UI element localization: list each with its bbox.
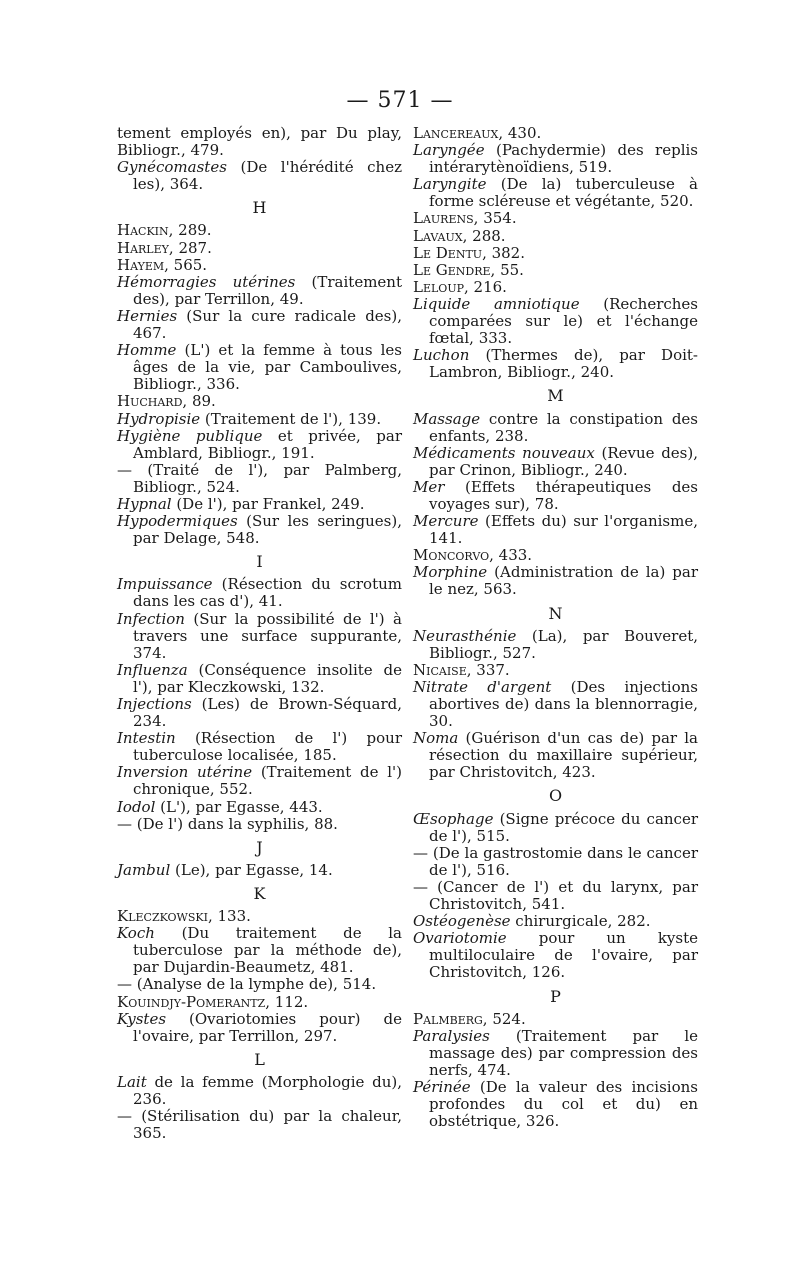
entry-text: — (Stérilisation du) par la chaleur, 365. (117, 1107, 402, 1143)
entry-headword: Neurasthénie (413, 626, 517, 645)
entry-text: , 430. (498, 124, 542, 142)
entry-text: , 524. (482, 1009, 526, 1028)
index-entry (117, 730, 402, 764)
index-entry (117, 342, 402, 393)
section-letter-heading: N (548, 603, 563, 623)
index-entry (117, 1074, 402, 1108)
entry-text: (Ovariotomies pour) de l'ovaire, par Terrillon, 297. (133, 1009, 402, 1045)
index-entry (413, 628, 698, 662)
entry-text: tement employés en), par Du play, Bibliogr., 479. (117, 124, 402, 160)
index-entry (117, 496, 402, 513)
entry-headword: Morphine (413, 563, 488, 582)
entry-headword: Harley (117, 238, 169, 257)
entry-text: (Traitement de l'), 139. (200, 409, 382, 428)
entry-text: (Des injections abortives de) dans la blennorragie, 30. (429, 677, 698, 731)
entry-text: — (Traité de l'), par Palmberg, Bibliogr., 524. (117, 460, 402, 496)
entry-text: (Traitement de l') chronique, 552. (133, 763, 402, 799)
entry-text: , 289. (168, 221, 212, 240)
index-entry (413, 176, 698, 210)
entry-text: , 565. (164, 255, 208, 274)
index-entry (413, 1011, 698, 1028)
entry-headword: Injections (117, 695, 192, 713)
entry-text: (Les) de Brown-Séquard, 234. (133, 695, 402, 731)
entry-text: (De l'), par Frankel, 249. (171, 494, 365, 513)
entry-headword: Inversion utérine (117, 763, 253, 782)
index-entry (413, 811, 698, 845)
entry-headword: Lait (117, 1072, 147, 1091)
index-entry (413, 513, 698, 547)
entry-text: , 287. (168, 238, 212, 257)
entry-headword: Hygiène publique (117, 426, 263, 445)
index-entry (117, 862, 402, 879)
entry-text: (Conséquence insolite de l'), par Kleczkowski, 132. (133, 660, 402, 696)
entry-headword: Mer (413, 477, 445, 496)
entry-headword: Nicaise (413, 660, 467, 679)
index-entry (413, 210, 698, 227)
entry-text: (Thermes de), par Doit-Lambron, Bibliogr., 240. (429, 346, 698, 382)
entry-headword: Hayem (117, 255, 165, 274)
entry-text: de la femme (Morphologie du), 236. (133, 1072, 402, 1108)
entry-headword: Œsophage (413, 809, 494, 828)
entry-text: et privée, par Amblard, Bibliogr., 191. (133, 426, 402, 462)
index-entry (117, 1011, 402, 1045)
entry-text: — (De l') dans la syphilis, 88. (117, 814, 338, 833)
entry-headword: Laurens (413, 209, 474, 228)
entry-headword: Kleczkowski (117, 907, 208, 926)
index-entry (413, 662, 698, 679)
index-entry (413, 879, 698, 913)
entry-headword: Lavaux (413, 226, 463, 245)
entry-headword: Leloup (413, 277, 464, 296)
entry-headword: Koch (117, 924, 155, 943)
right-column (413, 125, 698, 1130)
entry-text: — (Analyse de la lymphe de), 514. (117, 975, 377, 994)
index-entry (117, 513, 402, 547)
entry-headword: Liquide amniotique (413, 294, 580, 313)
entry-text: , 89. (182, 392, 216, 411)
entry-text: , 433. (489, 546, 533, 565)
entry-text: (Traitement par le massage des) par compression des nerfs, 474. (429, 1026, 698, 1079)
entry-headword: Nitrate d'argent (413, 677, 552, 696)
index-entry (413, 913, 698, 930)
entry-headword: Moncorvo (413, 546, 490, 565)
entry-headword: Hypodermiques (117, 512, 238, 531)
index-entry (117, 274, 402, 308)
entry-text: (Pachydermie) des replis intérarytènoïdiens, 519. (429, 141, 698, 177)
index-entry (413, 730, 698, 781)
index-entry (117, 257, 402, 274)
entry-headword: Gynécomastes (117, 158, 227, 177)
entry-text: (De la valeur des incisions profondes du col et du) en obstétrique, 326. (429, 1077, 698, 1131)
entry-headword: Jambul (117, 860, 171, 879)
entry-text: , 354. (473, 209, 517, 228)
entry-text: (La), par Bouveret, Bibliogr., 527. (429, 626, 698, 662)
entry-headword: Médicaments nouveaux (413, 443, 595, 462)
page-number: — 571 — (346, 88, 454, 113)
entry-text: (Signe précoce du cancer de l'), 515. (429, 809, 698, 845)
index-entry (117, 816, 402, 833)
entry-headword: Palmberg (413, 1009, 483, 1028)
index-entry (117, 925, 402, 976)
entry-headword: Le Gendre (413, 260, 491, 279)
index-entry (413, 564, 698, 598)
index-entry (117, 611, 402, 662)
entry-headword: Luchon (413, 346, 470, 365)
entry-headword: Laryngite (413, 175, 487, 194)
index-entry (413, 262, 698, 279)
entry-text: , 288. (462, 226, 506, 245)
entry-text: , 382. (482, 243, 525, 262)
entry-text: (L') et la femme à tous les âges de la vie, par Camboulives, Bibliogr., 336. (133, 341, 402, 394)
index-entry (413, 228, 698, 245)
entry-text: (Revue des), par Crinon, Bibliogr., 240. (429, 443, 698, 479)
entry-headword: Hémorragies utérines (117, 272, 296, 291)
left-column (117, 125, 402, 1142)
entry-headword: Lancereaux (413, 124, 499, 142)
entry-text: (Résection du scrotum dans les cas d'), 41. (133, 575, 402, 611)
entry-headword: Hypnal (117, 494, 172, 513)
entry-headword: Le Dentu (413, 243, 483, 262)
index-entry (413, 679, 698, 730)
entry-text: — (Cancer de l') et du larynx, par Christovitch, 541. (413, 877, 698, 914)
index-entry (117, 428, 402, 462)
section-letter-heading: I (256, 552, 263, 572)
entry-text: (L'), par Egasse, 443. (155, 797, 323, 816)
section-letter-heading: H (252, 198, 267, 218)
entry-headword: Ovariotomie (413, 929, 507, 948)
entry-headword: Hernies (117, 306, 178, 325)
section-letter-heading: J (256, 837, 263, 857)
entry-text: , 133. (207, 907, 251, 926)
entry-headword: Massage (413, 409, 481, 428)
entry-text: (Effets du) sur l'organisme, 141. (429, 512, 698, 548)
entry-headword: Hackin (117, 221, 169, 240)
entry-text: — (De la gastrostomie dans le cancer de l'), 516. (413, 843, 698, 879)
entry-text: chirurgicale, 282. (510, 912, 651, 931)
entry-headword: Infection (117, 609, 185, 628)
entry-text: (Effets thérapeutiques des voyages sur), 78. (429, 477, 698, 513)
index-entry (413, 125, 698, 142)
entry-headword: Influenza (117, 660, 188, 679)
index-entry (117, 576, 402, 610)
entry-headword: Kystes (117, 1009, 167, 1028)
entry-headword: Impuissance (117, 575, 213, 594)
entry-headword: Intestin (117, 729, 176, 748)
index-entry (117, 764, 402, 798)
index-entry (413, 547, 698, 564)
index-entry (413, 279, 698, 296)
index-entry (117, 976, 402, 993)
entry-text: (Traitement des), par Terrillon, 49. (133, 272, 402, 308)
index-entry (117, 908, 402, 925)
entry-text: pour un kyste multiloculaire de l'ovaire, par Christovitch, 126. (429, 929, 698, 982)
index-entry (413, 930, 698, 981)
index-entry (117, 240, 402, 257)
entry-text: , 337. (466, 660, 510, 679)
index-entry (117, 308, 402, 342)
index-entry (413, 142, 698, 176)
section-letter-heading: L (254, 1049, 265, 1069)
entry-headword: Laryngée (413, 141, 485, 160)
index-entry (117, 222, 402, 239)
index-entry (117, 411, 402, 428)
section-letter-heading: K (253, 883, 266, 903)
index-entry (117, 994, 402, 1011)
index-entry (413, 479, 698, 513)
index-entry (117, 159, 402, 193)
entry-text: (Recherches comparées sur le) et l'échange fœtal, 333. (429, 294, 698, 348)
entry-text: (Le), par Egasse, 14. (170, 860, 333, 879)
index-entry (117, 799, 402, 816)
entry-headword: Iodol (117, 797, 156, 816)
entry-text: , 112. (265, 992, 309, 1011)
entry-headword: Périnée (413, 1077, 471, 1096)
index-entry (117, 696, 402, 730)
index-entry (117, 662, 402, 696)
entry-text: (Résection de l') pour tuberculose localisée, 185. (133, 729, 402, 765)
entry-text: (Du traitement de la tuberculose par la méthode de), par Dujardin-Beaumetz, 481. (133, 924, 402, 977)
entry-text: , 216. (464, 277, 507, 296)
index-entry (413, 411, 698, 445)
entry-headword: Hydropisie (117, 409, 201, 428)
entry-text: (Administration de la) par le nez, 563. (429, 563, 698, 599)
index-entry (117, 1108, 402, 1142)
section-letter-heading: P (550, 986, 561, 1006)
index-entry (413, 845, 698, 879)
entry-text: (Sur les seringues), par Delage, 548. (133, 512, 402, 548)
entry-headword: Kouindjy-Pomerantz (117, 992, 266, 1011)
entry-text: (De la) tuberculeuse à forme scléreuse et végétante, 520. (429, 175, 698, 211)
entry-headword: Homme (117, 341, 177, 360)
entry-headword: Mercure (413, 512, 479, 531)
index-entry (413, 1079, 698, 1130)
index-entry (117, 393, 402, 410)
entry-text: (De l'hérédité chez les), 364. (133, 158, 402, 194)
entry-headword: Ostéogenèse (413, 912, 511, 931)
entry-text: contre la constipation des enfants, 238. (429, 409, 698, 445)
index-entry (117, 125, 402, 159)
entry-text: (Guérison d'un cas de) par la résection du maxillaire supérieur, par Christovitch, 423. (429, 729, 698, 782)
index-entry (413, 445, 698, 479)
index-entry (413, 1028, 698, 1079)
entry-text: , 55. (490, 260, 524, 279)
entry-headword: Paralysies (413, 1026, 490, 1045)
section-letter-heading: M (547, 386, 564, 406)
index-entry (413, 296, 698, 347)
index-entry (117, 462, 402, 496)
index-entry (413, 347, 698, 381)
entry-headword: Noma (413, 729, 459, 748)
entry-text: (Sur la cure radicale des), 467. (133, 306, 402, 343)
entry-text: (Sur la possibilité de l') à travers une surface suppurante, 374. (133, 609, 402, 662)
entry-headword: Huchard (117, 392, 183, 411)
section-letter-heading: O (548, 786, 563, 806)
index-entry (413, 245, 698, 262)
